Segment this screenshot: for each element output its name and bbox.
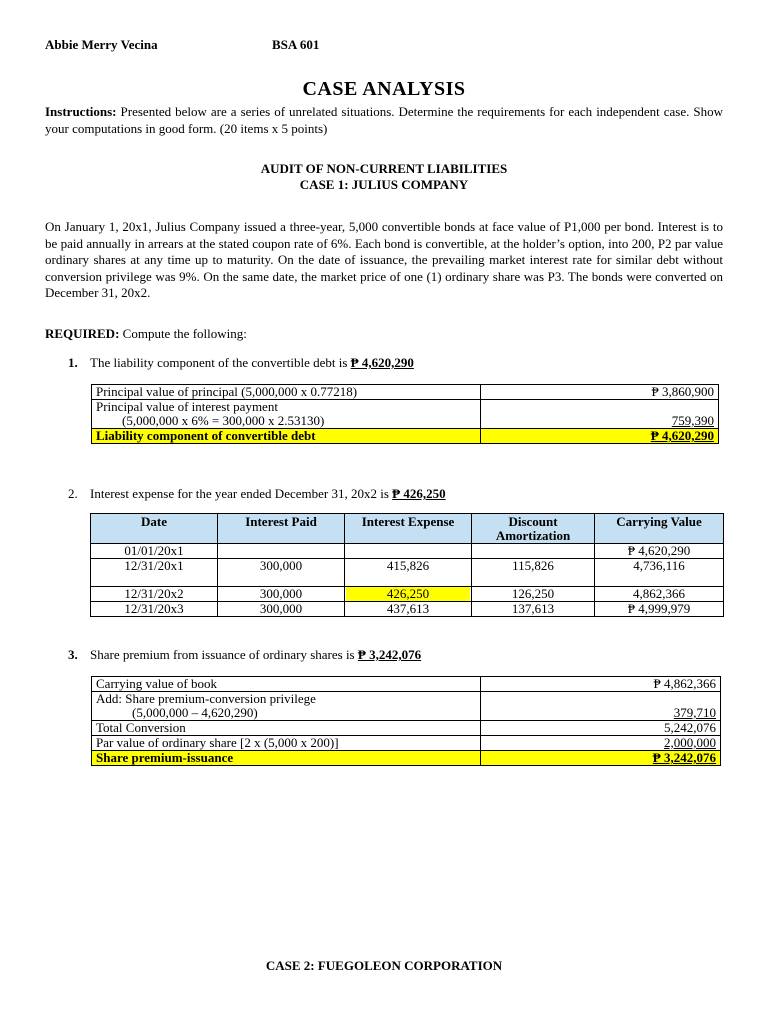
table-cell: 12/31/20x2 xyxy=(91,587,218,602)
table-header: Interest Expense xyxy=(345,514,472,544)
table-cell: 12/31/20x3 xyxy=(91,602,218,617)
question-1-number: 1. xyxy=(68,355,78,370)
instructions-text: Presented below are a series of unrelated situations. Determine the requirements for each independent case. Show your computations in good form. (20 items x 5 points) xyxy=(45,104,723,136)
table-cell: 115,826 xyxy=(472,559,595,587)
table-cell xyxy=(472,544,595,559)
table-cell: ₱ 3,860,900 xyxy=(481,385,719,400)
question-1 xyxy=(68,355,414,371)
share-premium-table xyxy=(91,676,721,766)
table-cell: 126,250 xyxy=(472,587,595,602)
table-row-total xyxy=(92,751,721,766)
case1-title: CASE 1: JULIUS COMPANY xyxy=(299,177,469,192)
required-label: REQUIRED: xyxy=(45,326,120,341)
table-cell: 300,000 xyxy=(218,587,345,602)
table-cell xyxy=(481,400,719,429)
table-row xyxy=(91,559,724,587)
table-row xyxy=(91,587,724,602)
table-cell: ₱ 4,620,290 xyxy=(595,544,724,559)
question-3-text: Share premium from issuance of ordinary shares is xyxy=(90,647,355,662)
table-cell xyxy=(92,692,481,721)
highlighted-value: 426,250 xyxy=(346,587,470,601)
table-cell: Liability component of convertible debt xyxy=(92,429,481,444)
question-2-text: Interest expense for the year ended December 31, 20x2 is xyxy=(90,486,389,501)
table-cell: 4,862,366 xyxy=(595,587,724,602)
table-cell: 4,736,116 xyxy=(595,559,724,587)
table-row xyxy=(92,736,721,751)
table-cell: 415,826 xyxy=(345,559,472,587)
table-cell xyxy=(481,692,721,721)
table-cell: Carrying value of book xyxy=(92,677,481,692)
table-cell-line: (5,000,000 x 6% = 300,000 x 2.53130) xyxy=(122,413,325,428)
table-cell xyxy=(481,429,719,444)
table-cell: 01/01/20x1 xyxy=(91,544,218,559)
section-title: AUDIT OF NON-CURRENT LIABILITIES xyxy=(260,161,508,176)
table-header: Discount Amortization xyxy=(472,514,595,544)
table-cell-value: ₱ 4,620,290 xyxy=(650,428,714,443)
table-cell: Total Conversion xyxy=(92,721,481,736)
table-cell xyxy=(92,400,481,429)
table-header: Carrying Value xyxy=(595,514,724,544)
question-3 xyxy=(68,647,421,663)
table-cell-value: 379,710 xyxy=(673,705,716,720)
table-cell: 12/31/20x1 xyxy=(91,559,218,587)
table-cell: 437,613 xyxy=(345,602,472,617)
table-cell-line: Principal value of interest payment xyxy=(96,399,278,414)
question-2-answer: ₱ 426,250 xyxy=(392,486,446,501)
table-cell xyxy=(345,544,472,559)
table-row xyxy=(92,721,721,736)
instructions xyxy=(45,104,723,137)
student-name: Abbie Merry Vecina xyxy=(45,37,158,52)
question-2-number: 2. xyxy=(68,486,78,501)
table-cell: Par value of ordinary share [2 x (5,000 x 200)] xyxy=(92,736,481,751)
table-cell: 300,000 xyxy=(218,602,345,617)
case2-title: CASE 2: FUEGOLEON CORPORATION xyxy=(265,958,503,973)
required-line xyxy=(45,326,247,342)
required-text: Compute the following: xyxy=(122,326,247,341)
table-cell xyxy=(481,751,721,766)
table-row xyxy=(92,385,719,400)
table-cell-value: ₱ 3,242,076 xyxy=(652,750,716,765)
table-cell xyxy=(481,736,721,751)
question-1-text: The liability component of the convertible debt is xyxy=(90,355,348,370)
amortization-table xyxy=(90,513,724,617)
table-cell: Principal value of principal (5,000,000 x 0.77218) xyxy=(92,385,481,400)
table-row xyxy=(92,692,721,721)
instructions-label: Instructions: xyxy=(45,104,117,119)
page-title: CASE ANALYSIS xyxy=(302,78,466,100)
question-1-answer: ₱ 4,620,290 xyxy=(350,355,414,370)
table-cell: Share premium-issuance xyxy=(92,751,481,766)
table-row xyxy=(91,602,724,617)
table-row xyxy=(91,544,724,559)
table-cell-line: (5,000,000 – 4,620,290) xyxy=(132,705,258,720)
table-header: Interest Paid xyxy=(218,514,345,544)
table-cell: 137,613 xyxy=(472,602,595,617)
table-row xyxy=(92,400,719,429)
table-cell-value: 759,390 xyxy=(671,413,714,428)
question-3-number: 3. xyxy=(68,647,78,662)
table-header-row xyxy=(91,514,724,544)
question-2 xyxy=(68,486,446,502)
table-cell-value: 2,000,000 xyxy=(664,735,716,750)
table-cell xyxy=(345,587,472,602)
table-cell: 5,242,076 xyxy=(481,721,721,736)
question-3-answer: ₱ 3,242,076 xyxy=(357,647,422,662)
table-cell: ₱ 4,862,366 xyxy=(481,677,721,692)
course-code: BSA 601 xyxy=(272,37,320,52)
table-cell-line: Add: Share premium-conversion privilege xyxy=(96,691,316,706)
liability-component-table xyxy=(91,384,719,444)
table-cell: 300,000 xyxy=(218,559,345,587)
table-cell xyxy=(218,544,345,559)
case1-text: On January 1, 20x1, Julius Company issued a three-year, 5,000 convertible bonds at face value of P1,000 per bond. Interest is to be paid annually in arrears at the stated coupon rate of 6%. Each bond is convertible, at the holder’s option, into 200, P2 par value ordinary shares at any time up to maturity. On the date of issuance, the prevailing market interest rate for similar debt without conversion privilege was 9%. On the same date, the market price of one (1) ordinary share was P3. The bonds were converted on December 31, 20x2. xyxy=(45,219,723,300)
table-cell: ₱ 4,999,979 xyxy=(595,602,724,617)
table-row xyxy=(92,677,721,692)
table-row-total xyxy=(92,429,719,444)
table-header: Date xyxy=(91,514,218,544)
